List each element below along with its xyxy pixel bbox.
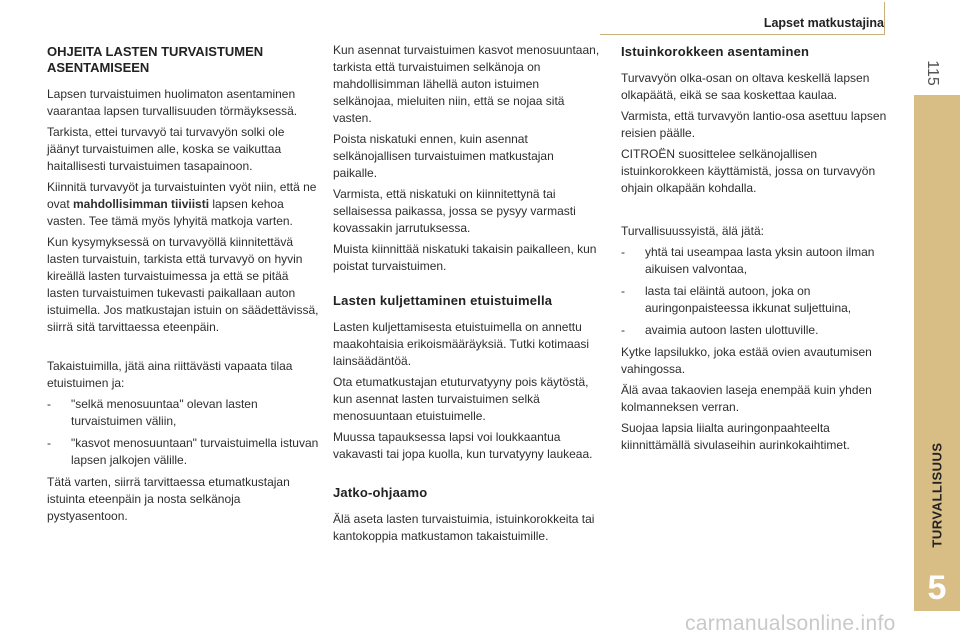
list-item-text: "selkä menosuuntaa" olevan lasten turvaistuimen väliin, xyxy=(71,397,258,428)
list-item-text: "kasvot menosuuntaan" turvaistuimella istuvan lapsen jalkojen välille. xyxy=(71,436,319,467)
heading-line-1: OHJEITA LASTEN TURVAISTUMEN xyxy=(47,44,264,59)
chapter-tab-label: TURVALLISUUS xyxy=(929,442,945,548)
paragraph: Tätä varten, siirrä tarvittaessa etumatkustajan istuinta eteenpäin ja nosta selkänoja pystyasentoon. xyxy=(47,475,290,523)
paragraph: Muussa tapauksessa lapsi voi loukkaantua vakavasti tai jopa kuolla, kun turvatyyny laukeaa. xyxy=(333,430,593,461)
paragraph: Kytke lapsilukko, joka estää ovien avautumisen vahingossa. xyxy=(621,345,872,376)
running-header: Lapset matkustajina xyxy=(763,16,884,30)
list-item: - "kasvot menosuuntaan" turvaistuimella istuvan lapsen jalkojen välille. xyxy=(47,436,319,467)
text-run: lapsen kehoa vasten. Tee tämä myös lyhyitä matkoja varten. xyxy=(47,197,293,228)
list-item: - "selkä menosuuntaa" olevan lasten turvaistuimen väliin, xyxy=(47,397,258,428)
list-item-text: avaimia autoon lasten ulottuville. xyxy=(645,323,819,337)
paragraph: Poista niskatuki ennen, kuin asennat selkänojallisen turvaistuimen matkustajan paikalle. xyxy=(333,132,554,180)
section-heading-extended-cab: Jatko-ohjaamo xyxy=(333,485,428,500)
heading-line-2: ASENTAMISEEN xyxy=(47,60,150,75)
section-heading-installation xyxy=(47,44,319,76)
paragraph: Tarkista, ettei turvavyö tai turvavyön solki ole jäänyt turvaistuimen alle, koska se vaikuttaa haitallisesti turvaistuimen tasapainoon. xyxy=(47,125,285,173)
paragraph: Turvavyön olka-osan on oltava keskellä lapsen olkapäätä, eikä se saa koskettaa kaulaa. xyxy=(621,71,870,102)
paragraph: Kun asennat turvaistuimen kasvot menosuuntaan, tarkista että turvaistuimen selkänoja on mahdollisimman lähellä auton istuimen selkänojaa, mieluiten niin, että se nojaa sitä vasten. xyxy=(333,43,600,125)
section-heading-booster: Istuinkorokkeen asentaminen xyxy=(621,44,810,59)
column-middle xyxy=(333,42,601,549)
paragraph: Ota etumatkustajan etuturvatyyny pois käytöstä, kun asennat lasten turvaistuimen selkä menosuuntaan etuistuimelle. xyxy=(333,375,589,423)
header-tick xyxy=(884,2,885,35)
paragraph: Älä avaa takaovien laseja enempää kuin yhden kolmanneksen verran. xyxy=(621,383,872,414)
watermark-text: carmanualsonline.info xyxy=(685,612,896,635)
list-item-text: lasta tai eläintä autoon, joka on auringonpaisteessa ikkunat suljettuina, xyxy=(645,284,852,315)
list-item: - yhtä tai useampaa lasta yksin autoon ilman aikuisen valvontaa, xyxy=(621,245,875,276)
paragraph: Turvallisuussyistä, älä jätä: xyxy=(621,224,764,238)
paragraph: Kun kysymyksessä on turvavyöllä kiinnitettävä lasten turvaistuin, tarkista että turvavyö on hyvin kireällä lasten turvaistuimessa ja että se pitää lasten turvaistuimen tukevasti paikallaan auton istuimella. Jos matkustajan istuin on säädettävissä, siirrä sitä tarvittaessa eteenpäin. xyxy=(47,235,319,334)
paragraph: Varmista, että turvavyön lantio-osa asettuu lapsen reisien päälle. xyxy=(621,109,887,140)
page-number: 115 xyxy=(924,60,941,86)
column-left xyxy=(47,44,319,529)
list-item: - lasta tai eläintä autoon, joka on auringonpaisteessa ikkunat suljettuina, xyxy=(621,284,852,315)
paragraph: Älä aseta lasten turvaistuimia, istuinkorokkeita tai kantokoppia matkustamon takaistuimille. xyxy=(333,512,595,543)
column-right xyxy=(621,44,893,458)
paragraph: Varmista, että niskatuki on kiinnitettynä tai sellaisessa paikassa, jossa se pysyy varmasti kovassakin jarrutuksessa. xyxy=(333,187,576,235)
list-item: - avaimia autoon lasten ulottuville. xyxy=(621,323,819,337)
list-item-text: yhtä tai useampaa lasta yksin autoon ilman aikuisen valvontaa, xyxy=(645,245,875,276)
paragraph: Lapsen turvaistuimen huolimaton asentaminen vaarantaa lapsen turvallisuuden törmäyksessä. xyxy=(47,87,298,118)
paragraph: Muista kiinnittää niskatuki takaisin paikalleen, kun poistat turvaistuimen. xyxy=(333,242,597,273)
paragraph: Lasten kuljettamisesta etuistuimella on annettu maakohtaisia erikoismääräyksiä. Tutki kotimaasi lainsäädäntöä. xyxy=(333,320,590,368)
paragraph-emphasis xyxy=(47,179,319,230)
bold-text: mahdollisimman tiiviisti xyxy=(73,197,210,211)
header-rule xyxy=(600,34,885,35)
paragraph: CITROËN suosittelee selkänojallisen istuinkorokkeen käyttämistä, jossa on turvavyön ohjain olkapään kohdalla. xyxy=(621,147,876,195)
paragraph: Suojaa lapsia liialta auringonpaahteelta kiinnittämällä sivulaseihin aurinkokaihtimet. xyxy=(621,421,850,452)
paragraph: Takaistuimilla, jätä aina riittävästi vapaata tilaa etuistuimen ja: xyxy=(47,359,293,390)
section-heading-front-seat: Lasten kuljettaminen etuistuimella xyxy=(333,293,553,308)
chapter-number: 5 xyxy=(914,565,960,611)
text-run: Kiinnitä turvavyöt ja turvaistuinten vyöt niin, että ne ovat xyxy=(47,180,317,211)
